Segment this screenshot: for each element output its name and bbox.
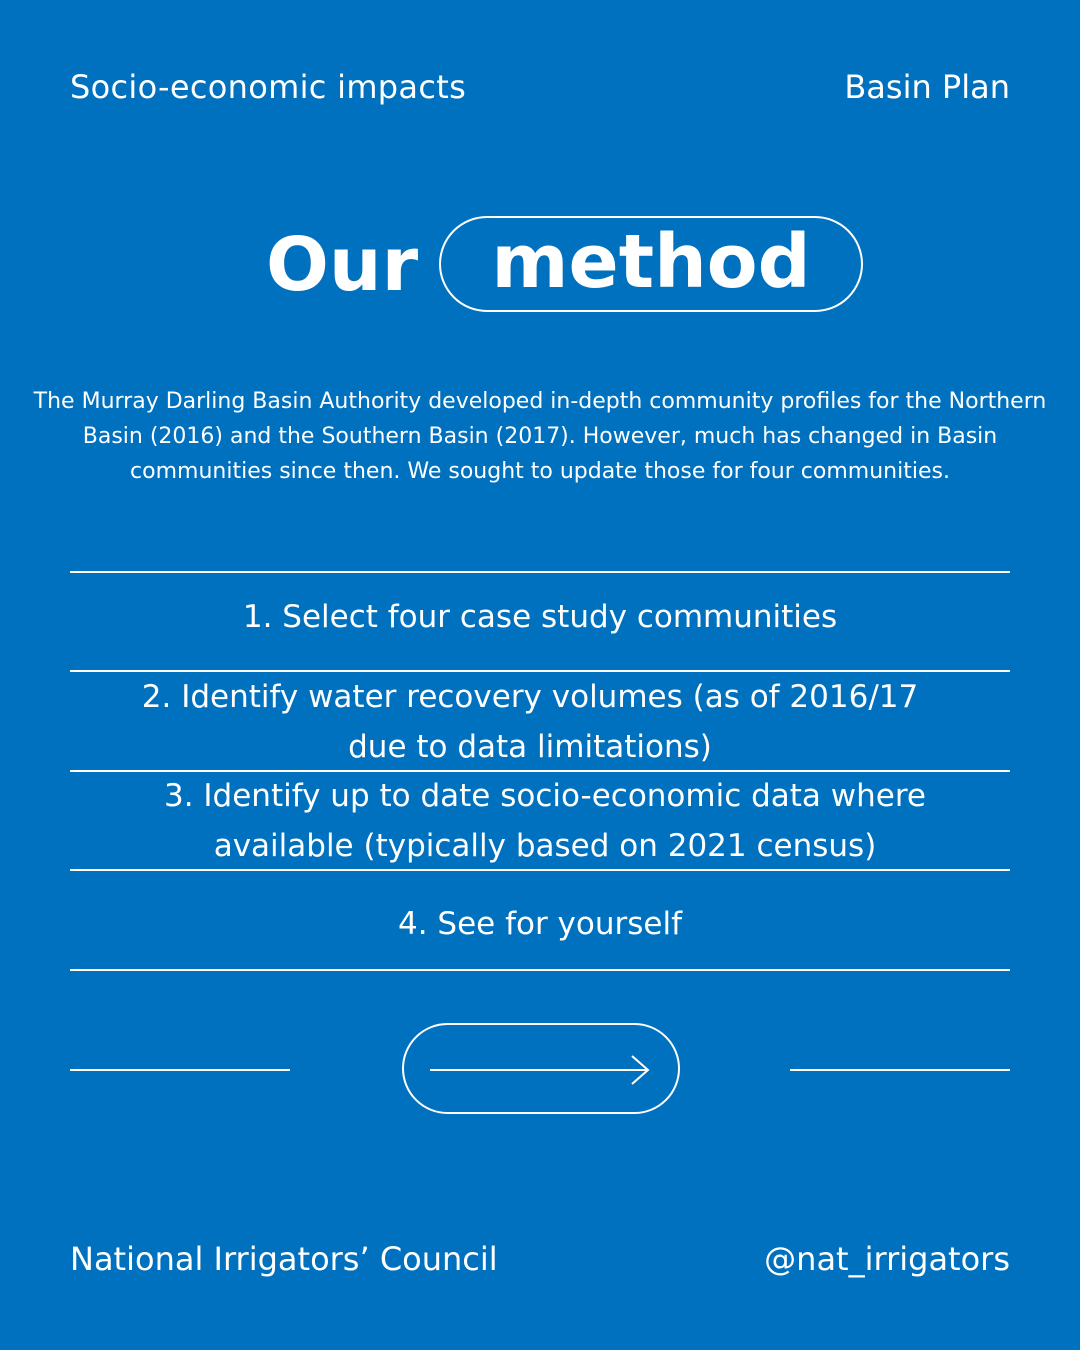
title-our: Our bbox=[266, 222, 419, 308]
footer-organisation: National Irrigators’ Council bbox=[70, 1240, 498, 1278]
header-topic: Socio-economic impacts bbox=[70, 68, 467, 106]
step-3: 3. Identify up to date socio-economic data where available (typically based on 2021 census) bbox=[163, 778, 926, 864]
title-method: method bbox=[491, 219, 811, 305]
header-series: Basin Plan bbox=[844, 68, 1010, 106]
arrow-right-icon bbox=[428, 1055, 654, 1085]
divider bbox=[70, 571, 1010, 573]
divider bbox=[70, 869, 1010, 871]
step-1: 1. Select four case study communities bbox=[242, 599, 838, 635]
divider bbox=[70, 969, 1010, 971]
decorative-line-right bbox=[790, 1069, 1010, 1071]
intro-paragraph: The Murray Darling Basin Authority developed in-depth community profiles for the Northern Basin (2016) and the Southern Basin (2017). However, much has changed in Basin communities since then. We sought to update those for four communities. bbox=[33, 389, 1047, 484]
step-4: 4. See for yourself bbox=[397, 906, 683, 942]
decorative-line-left bbox=[70, 1069, 290, 1071]
footer-handle[interactable]: @nat_irrigators bbox=[764, 1240, 1010, 1278]
title-pill bbox=[439, 216, 863, 312]
step-2: 2. Identify water recovery volumes (as of 2016/17 due to data limitations) bbox=[141, 679, 919, 765]
